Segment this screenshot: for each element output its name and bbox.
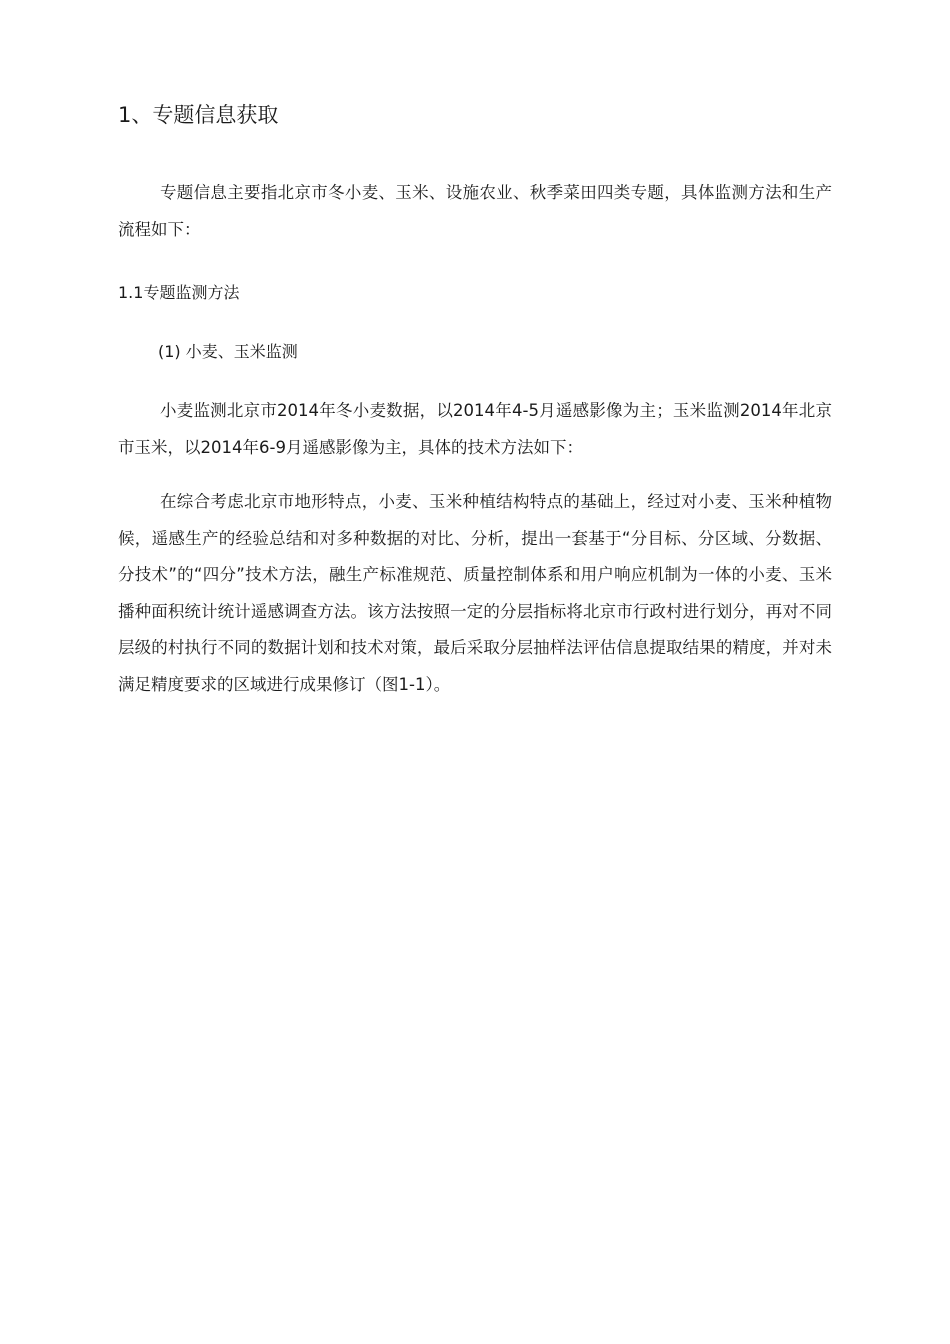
item-heading: (1) 小麦、玉米监测 [158, 342, 298, 361]
intro-paragraph: 专题信息主要指北京市冬小麦、玉米、设施农业、秋季菜田四类专题，具体监测方法和生产流程如下： [118, 183, 832, 239]
subsection-heading: 1.1专题监测方法 [118, 283, 240, 302]
wheat-corn-paragraph: 小麦监测北京市2014年冬小麦数据，以2014年4-5月遥感影像为主；玉米监测2014年北京市玉米，以2014年6-9月遥感影像为主，具体的技术方法如下： [118, 401, 832, 457]
method-paragraph: 在综合考虑北京市地形特点，小麦、玉米种植结构特点的基础上，经过对小麦、玉米种植物候，遥感生产的经验总结和对多种数据的对比、分析，提出一套基于“分目标、分区域、分数据、分技术”的“四分”技术方法，融生产标准规范、质量控制体系和用户响应机制为一体的小麦、玉米播种面积统计统计遥感调查方法。该方法按照一定的分层指标将北京市行政村进行划分，再对不同层级的村执行不同的数据计划和技术对策，最后采取分层抽样法评估信息提取结果的精度，并对未满足精度要求的区域进行成果修订（图1-1）。 [118, 492, 832, 694]
section-heading: 1、专题信息获取 [118, 103, 279, 127]
